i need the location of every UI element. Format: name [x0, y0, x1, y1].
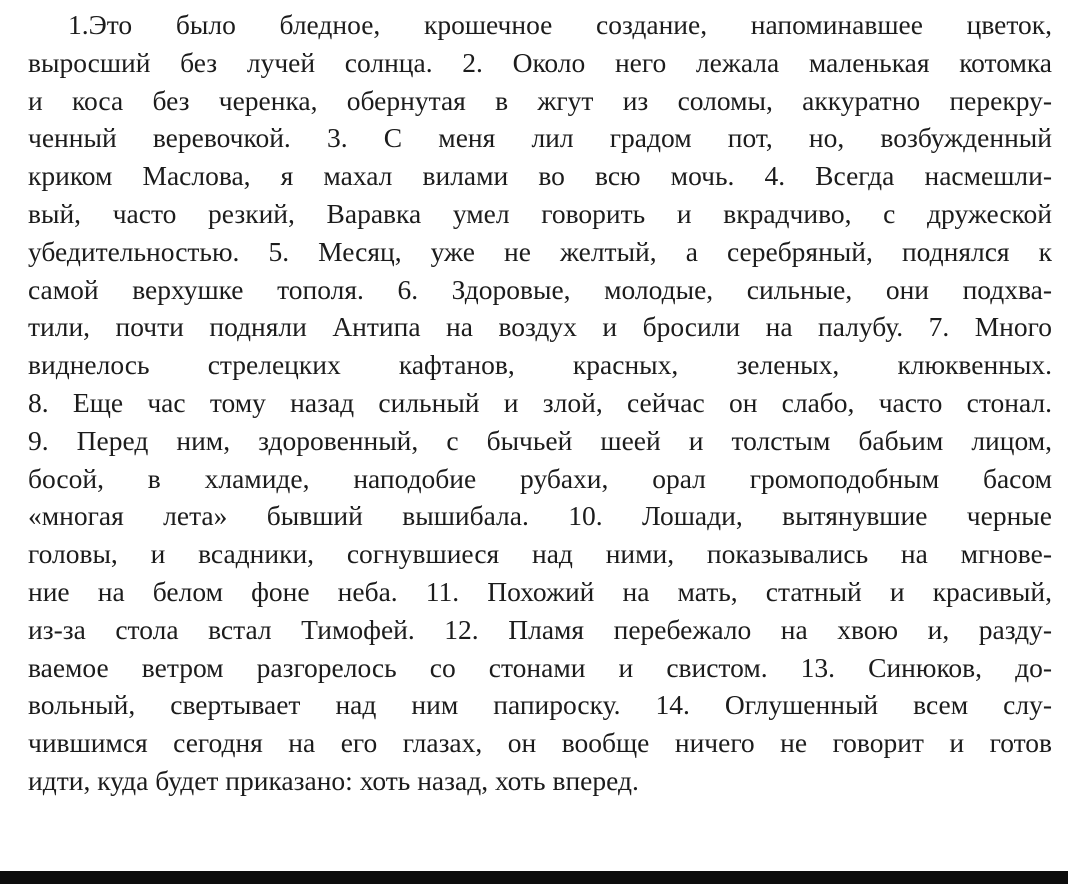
- text-line: 9. Перед ним, здоровенный, с бычьей шеей и толстым бабьим лицом,: [28, 424, 1052, 456]
- text-line: 8. Еще час тому назад сильный и злой, сейчас он слабо, часто стонал.: [28, 386, 1052, 418]
- text-line: убедительностью. 5. Месяц, уже не желтый, а серебряный, поднялся к: [28, 235, 1052, 267]
- text-line: идти, куда будет приказано: хоть назад, хоть вперед.: [28, 764, 639, 796]
- text-line: ченный веревочкой. 3. С меня лил градом пот, но, возбужденный: [28, 122, 1052, 154]
- text-line: босой, в хламиде, наподобие рубахи, орал громоподобным басом: [28, 462, 1052, 494]
- text-line: головы, и всадники, согнувшиеся над ними, показывались на мгнове-: [28, 538, 1052, 570]
- text-line: чившимся сегодня на его глазах, он вообще ничего не говорит и готов: [28, 727, 1052, 759]
- text-line: и коса без черенка, обернутая в жгут из соломы, аккуратно перекру-: [28, 84, 1052, 116]
- text-line: «многая лета» бывший вышибала. 10. Лошади, вытянувшие черные: [28, 500, 1052, 532]
- bottom-border: [0, 871, 1068, 884]
- text-block: [28, 6, 1052, 800]
- text-line: вый, часто резкий, Варавка умел говорить и вкрадчиво, с дружеской: [28, 197, 1052, 229]
- text-line: тили, почти подняли Антипа на воздух и бросили на палубу. 7. Много: [28, 311, 1052, 343]
- text-line: выросший без лучей солнца. 2. Около него лежала маленькая котомка: [28, 46, 1052, 78]
- text-line: ваемое ветром разгорелось со стонами и свистом. 13. Синюков, до-: [28, 651, 1052, 683]
- text-line: виднелось стрелецких кафтанов, красных, зеленых, клюквенных.: [28, 349, 1052, 381]
- text-line: вольный, свертывает над ним папироску. 14. Оглушенный всем слу-: [28, 689, 1052, 721]
- text-line: ние на белом фоне неба. 11. Похожий на мать, статный и красивый,: [28, 575, 1052, 607]
- text-line: криком Маслова, я махал вилами во всю мочь. 4. Всегда насмешли-: [28, 160, 1052, 192]
- text-line: самой верхушке тополя. 6. Здоровые, молодые, сильные, они подхва-: [28, 273, 1052, 305]
- text-line: из-за стола встал Тимофей. 12. Пламя перебежало на хвою и, разду-: [28, 613, 1052, 645]
- text-line: 1.Это было бледное, крошечное создание, напоминавшее цветок,: [68, 9, 1052, 40]
